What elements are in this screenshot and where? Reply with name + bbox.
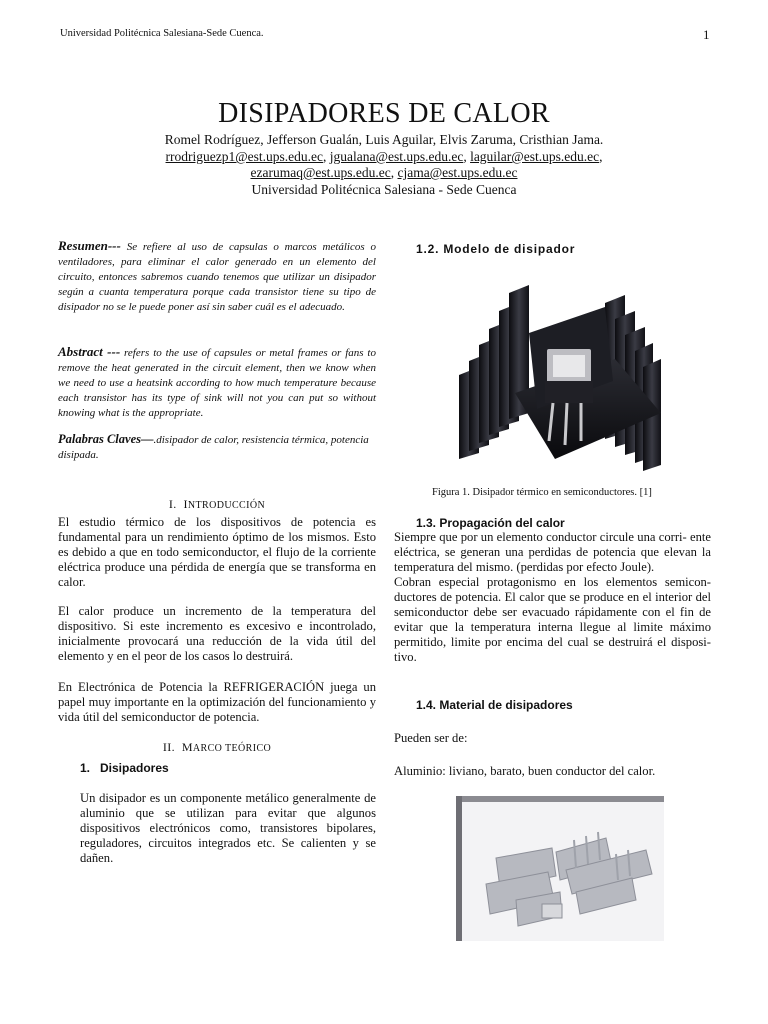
heatsink-image (455, 263, 670, 478)
intro-paragraph-2: El calor produce un incremento de la temperatura del dispositivo. Si este incremento es excesivo e incontrolado, inicialmente provocará una reducción de la vida útil del elemento y en el peor de los casos lo destruirá. (58, 604, 376, 663)
email-link[interactable]: jgualana@est.ups.edu.ec (329, 149, 464, 164)
emails-line-1: rrodriguezp1@est.ups.edu.ec, jgualana@est.ups.edu.ec, laguilar@est.ups.edu.ec, (165, 149, 603, 164)
abstract-block (58, 344, 376, 421)
section-heading-introduccion (58, 497, 376, 512)
page-number: 1 (703, 27, 710, 42)
section-title-initial: M (181, 740, 193, 754)
subheading-disipadores: 1. Disipadores (80, 761, 169, 775)
resumen-text: Se refiere al uso de capsulas o marcos metálicos o ventiladores, para eliminar el calor generado en un elemento del circuito, entonces sabremos cuando tenemos que utilizar un disipador según a cuanta temperatura porque cada transistor tiene su tipo de disipador no se le puede poner así sin saber cuál es el adecuado. (58, 241, 376, 313)
figure-heatsink-aluminio (456, 796, 664, 941)
section-title-rest: NTRODUCCIÓN (187, 500, 266, 511)
figure-1-caption: Figura 1. Disipador térmico en semiconductores. [1] (432, 487, 652, 498)
section-title-rest: ARCO TEÓRICO (192, 743, 272, 754)
material-intro: Pueden ser de: (394, 731, 468, 745)
subheading-propagacion: 1.3. Propagación del calor (416, 516, 565, 530)
keywords-label: Palabras Claves— (58, 432, 154, 446)
aluminium-heatsinks-image (456, 796, 664, 941)
intro-paragraph-1: El estudio térmico de los dispositivos de potencia es fundamental para un rendimiento óptimo de los mismos. Esto es debido a que en todo semiconductor, el flujo de la corriente eléctrica produce una pérdida de energía que se transforma en calor. (58, 515, 376, 589)
paper-title: DISIPADORES DE CALOR (218, 98, 550, 129)
keywords (58, 432, 376, 463)
intro-paragraph-3: En Electrónica de Potencia la REFRIGERACIÓN juega un papel muy importante en la optimización del funcionamiento y vida útil del semiconductor de potencia. (58, 680, 376, 724)
abstract-text: refers to the use of capsules or metal frames or fans to remove the heat generated in the circuit element, then we know when we need to use a heatsink according to how much temperature because each transistor has its type of sink will not you can put so without knowing what is the appropriate. (58, 347, 376, 419)
abstract-label: Abstract --- (58, 344, 121, 359)
section-numeral: II. (162, 740, 176, 754)
disipadores-paragraph: Un disipador es un componente metálico generalmente de aluminio que se utilizan para evitar que algunos dispositivos electrónicos como, transistores bipolares, reguladores, circuitos integrados etc. Se calienten y se dañen. (80, 791, 376, 865)
material-aluminio: Aluminio: liviano, barato, buen conductor del calor. (394, 764, 656, 778)
email-link[interactable]: rrodriguezp1@est.ups.edu.ec (165, 149, 324, 164)
abstract (58, 344, 376, 421)
resumen-label: Resumen--- (58, 238, 121, 253)
figure-heatsink-black (455, 263, 670, 478)
authors: Romel Rodríguez, Jefferson Gualán, Luis Aguilar, Elvis Zaruma, Cristhian Jama. (164, 132, 604, 147)
email-link[interactable]: ezarumaq@est.ups.edu.ec (250, 165, 391, 180)
propagacion-paragraph-1: Siempre que por un elemento conductor circule una corri- ente eléctrica, se generan una perdidas de potencia que elevan la temperatura del mismo. (perdidas por efecto Joule). (394, 530, 711, 574)
subheading-material: 1.4. Material de disipadores (416, 698, 573, 712)
resumen-block (58, 238, 376, 315)
section-numeral: I. (168, 497, 177, 511)
section-title-initial: I (183, 497, 188, 511)
keywords-text: .disipador de calor, resistencia térmica, potencia disipada. (58, 434, 369, 461)
propagacion-paragraph-2: Cobran especial protagonismo en los elementos semicon- ductores de potencia. El calor que se produce en el interior del semiconductor debe ser evacuado rápidamente con el fin de evitar que la temperatura interna llegue al limite máximo permitido, limite por encima del cual se destruirá el disposi- tivo. (394, 575, 711, 664)
email-link[interactable]: cjama@est.ups.edu.ec (397, 165, 518, 180)
subheading-modelo: 1.2. Modelo de disipador (416, 242, 576, 256)
running-header: Universidad Politécnica Salesiana-Sede Cuenca. (60, 28, 264, 39)
emails-line-2: ezarumaq@est.ups.edu.ec, cjama@est.ups.edu.ec (250, 165, 518, 180)
email-link[interactable]: laguilar@est.ups.edu.ec (470, 149, 600, 164)
affiliation: Universidad Politécnica Salesiana - Sede Cuenca (251, 182, 517, 197)
keywords-block (58, 432, 376, 463)
section-heading-marco-teorico (58, 740, 376, 755)
resumen (58, 238, 376, 315)
